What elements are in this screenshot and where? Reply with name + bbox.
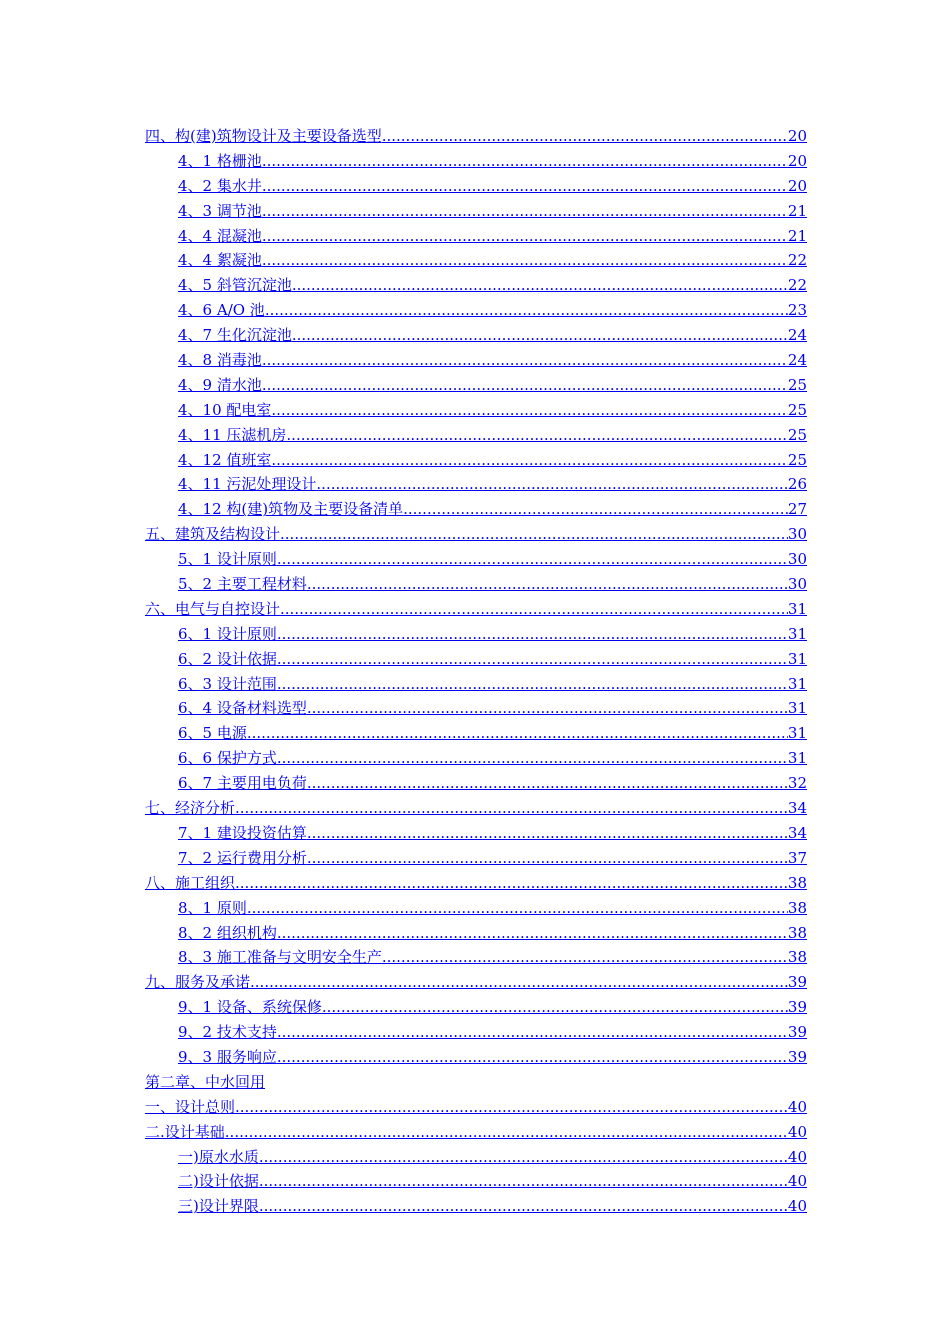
toc-entry-title: 4、7 生化沉淀池 bbox=[178, 326, 292, 345]
toc-subsection-link[interactable] bbox=[145, 1145, 807, 1170]
toc-entry-title: 4、3 调节池 bbox=[178, 201, 262, 220]
toc-entry-title: 4、12 构(建)筑物及主要设备清单 bbox=[178, 500, 404, 519]
toc-entry-title: 4、11 压滤机房 bbox=[178, 425, 287, 444]
toc-entry-title: 4、4 絮凝池 bbox=[178, 251, 262, 270]
toc-dot-leader bbox=[307, 846, 788, 871]
toc-section-link[interactable] bbox=[145, 597, 807, 622]
toc-subsection-link[interactable] bbox=[145, 472, 807, 497]
toc-page-number: 20 bbox=[787, 127, 807, 145]
toc-entry-title: 6、3 设计范围 bbox=[178, 674, 277, 693]
toc-subsection-link[interactable] bbox=[145, 423, 807, 448]
toc-page-number: 25 bbox=[787, 425, 807, 444]
toc-subsection-link[interactable] bbox=[145, 647, 807, 672]
toc-entry-title: 8、2 组织机构 bbox=[178, 923, 277, 942]
toc-dot-leader bbox=[277, 672, 788, 697]
toc-entry-title: 6、7 主要用电负荷 bbox=[178, 774, 307, 793]
toc-entry-title: 4、8 消毒池 bbox=[178, 351, 262, 370]
toc-entry-title: 一)原水水质 bbox=[178, 1147, 259, 1166]
toc-dot-leader bbox=[262, 348, 788, 373]
toc-dot-leader bbox=[307, 572, 788, 597]
toc-subsection-link[interactable] bbox=[145, 398, 807, 423]
toc-subsection-link[interactable] bbox=[145, 771, 807, 796]
toc-subsection-link[interactable] bbox=[145, 572, 807, 597]
toc-section-link[interactable] bbox=[145, 1095, 807, 1120]
toc-dot-leader bbox=[235, 871, 788, 896]
table-of-contents bbox=[145, 124, 807, 1219]
toc-entry-title: 4、9 清水池 bbox=[178, 375, 262, 394]
toc-page-number: 24 bbox=[787, 326, 807, 345]
toc-dot-leader bbox=[280, 597, 788, 622]
toc-page-number: 32 bbox=[787, 774, 807, 793]
toc-subsection-link[interactable] bbox=[145, 622, 807, 647]
toc-dot-leader bbox=[262, 373, 788, 398]
toc-subsection-link[interactable] bbox=[145, 323, 807, 348]
toc-entry-title: 四、构(建)筑物设计及主要设备选型 bbox=[145, 127, 382, 145]
toc-entry-title: 二)设计依据 bbox=[178, 1172, 259, 1191]
toc-page-number: 25 bbox=[787, 400, 807, 419]
toc-subsection-link[interactable] bbox=[145, 248, 807, 273]
toc-dot-leader bbox=[307, 696, 788, 721]
toc-dot-leader bbox=[322, 995, 788, 1020]
toc-subsection-link[interactable] bbox=[145, 224, 807, 249]
toc-page-number: 20 bbox=[787, 176, 807, 195]
toc-page-number: 26 bbox=[787, 475, 807, 494]
toc-dot-leader bbox=[382, 945, 788, 970]
toc-dot-leader bbox=[250, 970, 788, 995]
toc-dot-leader bbox=[277, 921, 788, 946]
toc-page-number: 25 bbox=[787, 450, 807, 469]
toc-dot-leader bbox=[277, 746, 788, 771]
toc-section-link[interactable] bbox=[145, 871, 807, 896]
toc-dot-leader bbox=[262, 248, 788, 273]
toc-subsection-link[interactable] bbox=[145, 199, 807, 224]
toc-page-number: 30 bbox=[787, 575, 807, 594]
toc-dot-leader bbox=[271, 398, 788, 423]
toc-subsection-link[interactable] bbox=[145, 298, 807, 323]
toc-page-number: 38 bbox=[787, 948, 807, 967]
toc-entry-title: 五、建筑及结构设计 bbox=[145, 525, 281, 544]
toc-section-link[interactable] bbox=[145, 1120, 807, 1145]
toc-entry-title: 4、10 配电室 bbox=[178, 400, 272, 419]
toc-section-link[interactable] bbox=[145, 970, 807, 995]
toc-dot-leader bbox=[277, 1045, 788, 1070]
toc-dot-leader bbox=[262, 174, 788, 199]
toc-dot-leader bbox=[235, 1095, 788, 1120]
toc-dot-leader bbox=[277, 1020, 788, 1045]
toc-section-link[interactable] bbox=[145, 522, 807, 547]
toc-entry-title: 6、6 保护方式 bbox=[178, 749, 277, 768]
toc-page-number: 31 bbox=[787, 674, 807, 693]
toc-page-number: 31 bbox=[787, 699, 807, 718]
toc-dot-leader bbox=[280, 522, 788, 547]
toc-dot-leader bbox=[307, 771, 788, 796]
toc-subsection-link[interactable] bbox=[145, 696, 807, 721]
toc-entry-title: 9、1 设备、系统保修 bbox=[178, 998, 322, 1017]
toc-entry-title: 三)设计界限 bbox=[178, 1197, 259, 1216]
toc-subsection-link[interactable] bbox=[145, 995, 807, 1020]
toc-dot-leader bbox=[277, 622, 788, 647]
toc-entry-title: 6、5 电源 bbox=[178, 724, 247, 743]
toc-dot-leader bbox=[316, 472, 788, 497]
toc-page-number: 22 bbox=[787, 251, 807, 270]
toc-subsection-link[interactable] bbox=[145, 846, 807, 871]
toc-subsection-link[interactable] bbox=[145, 348, 807, 373]
toc-subsection-link[interactable] bbox=[145, 174, 807, 199]
toc-subsection-link[interactable] bbox=[145, 373, 807, 398]
toc-subsection-link[interactable] bbox=[145, 721, 807, 746]
toc-entry-title: 一、设计总则 bbox=[145, 1097, 236, 1116]
toc-page-number: 23 bbox=[787, 301, 807, 320]
toc-page-number: 34 bbox=[787, 799, 807, 818]
toc-entry-title: 8、3 施工准备与文明安全生产 bbox=[178, 948, 382, 967]
toc-section-link[interactable] bbox=[145, 1070, 807, 1095]
toc-page-number: 25 bbox=[787, 375, 807, 394]
toc-entry-title: 八、施工组织 bbox=[145, 873, 236, 892]
toc-dot-leader bbox=[259, 1145, 788, 1170]
toc-page-number: 21 bbox=[787, 226, 807, 245]
toc-subsection-link[interactable] bbox=[145, 448, 807, 473]
toc-subsection-link[interactable] bbox=[145, 547, 807, 572]
toc-page-number: 38 bbox=[787, 923, 807, 942]
toc-entry-title: 4、2 集水井 bbox=[178, 176, 262, 195]
toc-page-number: 27 bbox=[787, 500, 807, 519]
toc-entry-title: 4、5 斜管沉淀池 bbox=[178, 276, 292, 295]
toc-dot-leader bbox=[262, 199, 788, 224]
toc-entry-title: 第二章、中水回用 bbox=[145, 1072, 266, 1091]
toc-page-number: 40 bbox=[787, 1147, 807, 1166]
toc-subsection-link[interactable] bbox=[145, 149, 807, 174]
toc-dot-leader bbox=[235, 796, 788, 821]
toc-entry-title: 七、经济分析 bbox=[145, 799, 236, 818]
toc-page-number: 31 bbox=[787, 724, 807, 743]
toc-entry-title: 8、1 原则 bbox=[178, 898, 247, 917]
toc-dot-leader bbox=[259, 1194, 788, 1219]
toc-page-number: 40 bbox=[787, 1097, 807, 1116]
toc-page-number: 31 bbox=[787, 599, 807, 618]
toc-page-number: 39 bbox=[787, 1047, 807, 1066]
toc-page-number: 39 bbox=[787, 998, 807, 1017]
toc-entry-title: 4、4 混凝池 bbox=[178, 226, 262, 245]
toc-subsection-link[interactable] bbox=[145, 746, 807, 771]
toc-dot-leader bbox=[259, 1169, 788, 1194]
toc-entry-title: 6、2 设计依据 bbox=[178, 649, 277, 668]
toc-page-number: 39 bbox=[787, 973, 807, 992]
toc-page-number: 24 bbox=[787, 351, 807, 370]
toc-dot-leader bbox=[292, 273, 788, 298]
toc-dot-leader bbox=[403, 497, 788, 522]
toc-entry-title: 5、2 主要工程材料 bbox=[178, 575, 307, 594]
toc-page-number: 31 bbox=[787, 649, 807, 668]
toc-dot-leader bbox=[286, 423, 788, 448]
toc-dot-leader bbox=[307, 821, 788, 846]
toc-page-number: 40 bbox=[787, 1197, 807, 1216]
toc-entry-title: 9、3 服务响应 bbox=[178, 1047, 277, 1066]
toc-subsection-link[interactable] bbox=[145, 1169, 807, 1194]
toc-subsection-link[interactable] bbox=[145, 1020, 807, 1045]
toc-dot-leader bbox=[262, 224, 788, 249]
toc-page-number: 37 bbox=[787, 848, 807, 867]
toc-page-number: 40 bbox=[787, 1172, 807, 1191]
toc-page-number: 38 bbox=[787, 898, 807, 917]
toc-dot-leader bbox=[271, 448, 788, 473]
toc-page-number: 34 bbox=[787, 823, 807, 842]
toc-dot-leader bbox=[262, 149, 788, 174]
toc-entry-title: 九、服务及承诺 bbox=[145, 973, 251, 992]
toc-entry-title: 9、2 技术支持 bbox=[178, 1023, 277, 1042]
toc-subsection-link[interactable] bbox=[145, 497, 807, 522]
toc-entry-title: 4、12 值班室 bbox=[178, 450, 272, 469]
toc-page-number: 30 bbox=[787, 550, 807, 569]
toc-subsection-link[interactable] bbox=[145, 1194, 807, 1219]
toc-subsection-link[interactable] bbox=[145, 1045, 807, 1070]
toc-subsection-link[interactable] bbox=[145, 921, 807, 946]
toc-entry-title: 4、1 格栅池 bbox=[178, 151, 262, 170]
toc-dot-leader bbox=[265, 298, 788, 323]
toc-dot-leader bbox=[292, 323, 788, 348]
toc-entry-title: 4、11 污泥处理设计 bbox=[178, 475, 317, 494]
toc-page-number: 39 bbox=[787, 1023, 807, 1042]
toc-dot-leader bbox=[247, 896, 788, 921]
toc-dot-leader bbox=[277, 547, 788, 572]
toc-section-link[interactable] bbox=[145, 124, 807, 149]
toc-dot-leader bbox=[277, 647, 788, 672]
toc-page-number: 31 bbox=[787, 749, 807, 768]
toc-page-number: 40 bbox=[787, 1122, 807, 1141]
toc-page-number: 31 bbox=[787, 624, 807, 643]
toc-subsection-link[interactable] bbox=[145, 896, 807, 921]
toc-dot-leader bbox=[225, 1120, 788, 1145]
toc-page-number: 38 bbox=[787, 873, 807, 892]
toc-entry-title: 6、1 设计原则 bbox=[178, 624, 277, 643]
toc-page-number: 21 bbox=[787, 201, 807, 220]
toc-entry-title: 7、2 运行费用分析 bbox=[178, 848, 307, 867]
toc-subsection-link[interactable] bbox=[145, 672, 807, 697]
toc-entry-title: 二.设计基础 bbox=[145, 1122, 225, 1141]
toc-entry-title: 6、4 设备材料选型 bbox=[178, 699, 307, 718]
toc-dot-leader bbox=[382, 124, 788, 149]
toc-subsection-link[interactable] bbox=[145, 821, 807, 846]
toc-entry-title: 六、电气与自控设计 bbox=[145, 599, 281, 618]
toc-subsection-link[interactable] bbox=[145, 273, 807, 298]
toc-entry-title: 4、6 A/O 池 bbox=[178, 301, 265, 320]
toc-entry-title: 7、1 建设投资估算 bbox=[178, 823, 307, 842]
toc-entry-title: 5、1 设计原则 bbox=[178, 550, 277, 569]
toc-page-number: 22 bbox=[787, 276, 807, 295]
toc-dot-leader bbox=[247, 721, 788, 746]
toc-subsection-link[interactable] bbox=[145, 945, 807, 970]
toc-page-number: 30 bbox=[787, 525, 807, 544]
toc-page-number: 20 bbox=[787, 151, 807, 170]
toc-section-link[interactable] bbox=[145, 796, 807, 821]
